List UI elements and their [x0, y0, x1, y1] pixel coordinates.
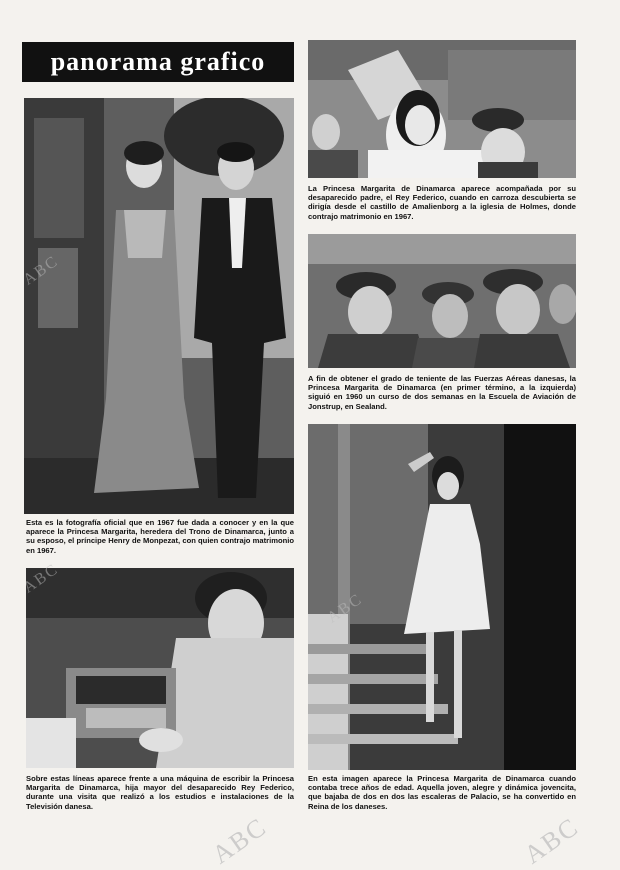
- watermark: ABC: [20, 252, 62, 289]
- caption-stairs: En esta imagen aparece la Princesa Margarita de Dinamarca cuando contaba trece años de edad. Aquella joven, alegre y dinámica jovencita, que bajaba de dos en dos las escaleras de Palacio, se ha convertido en Reina de los daneses.: [308, 774, 576, 811]
- caption-carriage: La Princesa Margarita de Dinamarca aparece acompañada por su desaparecido padre, el Rey Federico, cuando en carroza descubierta se dirigía desde el castillo de Amalienborg a la iglesia de Holmes, donde contrajo matrimonio en 1967.: [308, 184, 576, 221]
- caption-official-couple: Esta es la fotografía oficial que en 1967 fue dada a conocer y en la que aparece la Princesa Margarita, heredera del Trono de Dinamarca, junto a su esposo, el príncipe Henry de Monpezat, con quien contrajo matrimonio en 1967.: [26, 518, 294, 555]
- watermark: ABC: [324, 590, 366, 627]
- caption-typewriter: Sobre estas líneas aparece frente a una máquina de escribir la Princesa Margarita de Dinamarca, hija mayor del desaparecido Rey Federico, durante una visita que realizó a los estudios e instalaciones de la Televisión danesa.: [26, 774, 294, 811]
- section-title: panorama grafico: [22, 42, 294, 82]
- caption-air-force: A fin de obtener el grado de teniente de las Fuerzas Aéreas danesas, la Princesa Margarita de Dinamarca (en primer término, a la izquierda) siguió en 1960 un curso de dos semanas en la Escuela de Aviación de Jonstrup, en Sealand.: [308, 374, 576, 411]
- photo-typewriter: [26, 568, 294, 768]
- photo-air-force: [308, 234, 576, 368]
- photo-carriage: [308, 40, 576, 178]
- watermark: ABC: [206, 811, 273, 870]
- photo-official-couple: [24, 98, 294, 514]
- watermark: ABC: [20, 560, 62, 597]
- watermark: ABC: [518, 811, 585, 870]
